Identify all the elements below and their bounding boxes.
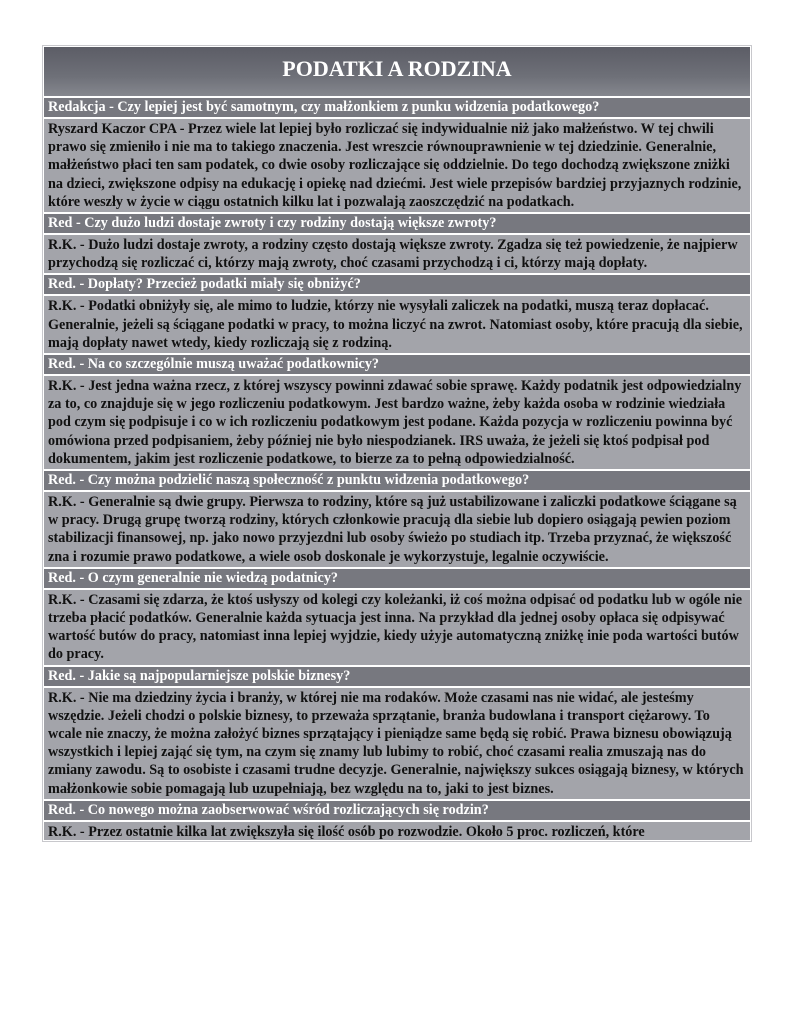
answer-2: R.K. - Dużo ludzi dostaje zwroty, a rodziny często dostają większe zwroty. Zgadza się też powiedzenie, że najpierw przychodzą się rozliczać ci, którzy mają zwroty, choć czasami przychodzą i ci, którzy mają dopłaty. <box>44 235 750 273</box>
page-title: PODATKI A RODZINA <box>44 47 750 96</box>
question-2: Red - Czy dużo ludzi dostaje zwroty i czy rodziny dostają większe zwroty? <box>44 214 750 233</box>
article-table <box>42 45 752 842</box>
question-6: Red. - O czym generalnie nie wiedzą podatnicy? <box>44 569 750 588</box>
question-8: Red. - Co nowego można zaobserwować wśród rozliczających się rodzin? <box>44 801 750 820</box>
answer-8: R.K. - Przez ostatnie kilka lat zwiększyła się ilość osób po rozwodzie. Około 5 proc. rozliczeń, które <box>44 822 750 840</box>
answer-5: R.K. - Generalnie są dwie grupy. Pierwsza to rodziny, które są już ustabilizowane i zaliczki podatkowe ściągane są w pracy. Drugą grupę tworzą rodziny, których członkowie pracują dla siebie lub dopiero osiągają pewien poziom stabilizacji finansowej, np. jako nowo przyjezdni lub osoby świeżo po studiach itp. Trzeba przyznać, że większość zna i rozumie prawo podatkowe, a wiele osob doskonale je wykorzystuje, legalnie oczywiście. <box>44 492 750 567</box>
answer-6: R.K. - Czasami się zdarza, że ktoś usłyszy od kolegi czy koleżanki, iż coś można odpisać od podatku lub w ogóle nie trzeba płacić podatków. Generalnie każda sytuacja jest inna. Na przykład dla jednej osoby opłaca się odpisywać wartość butów do pracy, natomiast inna lepiej wyjdzie, kiedy użyje automatyczną zniżkę inie poda wartości butów do pracy. <box>44 590 750 665</box>
question-7: Red. - Jakie są najpopularniejsze polskie biznesy? <box>44 667 750 686</box>
question-3: Red. - Dopłaty? Przecież podatki miały się obniżyć? <box>44 275 750 294</box>
answer-4: R.K. - Jest jedna ważna rzecz, z której wszyscy powinni zdawać sobie sprawę. Każdy podatnik jest odpowiedzialny za to, co znajduje się w jego rozliczeniu podatkowym. Jest bardzo ważne, żeby każda osoba w rodzinie wiedziała pod czym się podpisuje i co w ich rozliczeniu podatkowym jest podane. Każda pozycja w rozliczeniu powinna być omówiona przed podpisaniem, żeby później nie było niespodzianek. IRS uważa, że jeżeli się ktoś podpisał pod dokumentem, jakim jest rozliczenie podatkowe, to bierze za to pełną odpowiedzialność. <box>44 376 750 469</box>
question-5: Red. - Czy można podzielić naszą społeczność z punktu widzenia podatkowego? <box>44 471 750 490</box>
answer-7: R.K. - Nie ma dziedziny życia i branży, w której nie ma rodaków. Może czasami nas nie widać, ale jesteśmy wszędzie. Jeżeli chodzi o polskie biznesy, to przeważa sprzątanie, branża budowlana i transport ciężarowy. To wcale nie znaczy, że można założyć biznes sprzątający i pieniądze same będą się robić. Prawa biznesu obowiązują wszystkich i lepiej zająć się tym, na czym się znamy lub lubimy to robić, choć czasami realia zmuszają nas do zmiany zawodu. Są to osobiste i czasami trudne decyzje. Generalnie, największy sukces osiągają biznesy, w których małżonkowie sobie pomagają lub uzupełniają, bez względu na to, jaki to jest biznes. <box>44 688 750 799</box>
answer-1: Ryszard Kaczor CPA - Przez wiele lat lepiej było rozliczać się indywidualnie niż jako małżeństwo. W tej chwili prawo się zmieniło i nie ma to takiego znaczenia. Jest wreszcie równouprawnienie w tej dziedzinie. Generalnie, małżeństwo płaci ten sam podatek, co dwie osoby rozliczające się oddzielnie. Do tego dochodzą zwiększone zniżki na dzieci, zwiększone odpisy na edukację i opiekę nad dziećmi. Jest wiele przepisów bardziej przyjaznych rodzinie, które weszły w życie w ciągu ostatnich kilku lat i pozwalają zaoszczędzić na podatkach. <box>44 119 750 212</box>
answer-3: R.K. - Podatki obniżyły się, ale mimo to ludzie, którzy nie wysyłali zaliczek na podatki, muszą teraz dopłacać. Generalnie, jeżeli są ściągane podatki w pracy, to można liczyć na zwrot. Natomiast osoby, które pracują dla siebie, mają dopłaty nawet wtedy, kiedy rozliczają się z rodziną. <box>44 296 750 353</box>
question-4: Red. - Na co szczególnie muszą uważać podatkownicy? <box>44 355 750 374</box>
question-1: Redakcja - Czy lepiej jest być samotnym, czy małżonkiem z punku widzenia podatkowego? <box>44 98 750 117</box>
